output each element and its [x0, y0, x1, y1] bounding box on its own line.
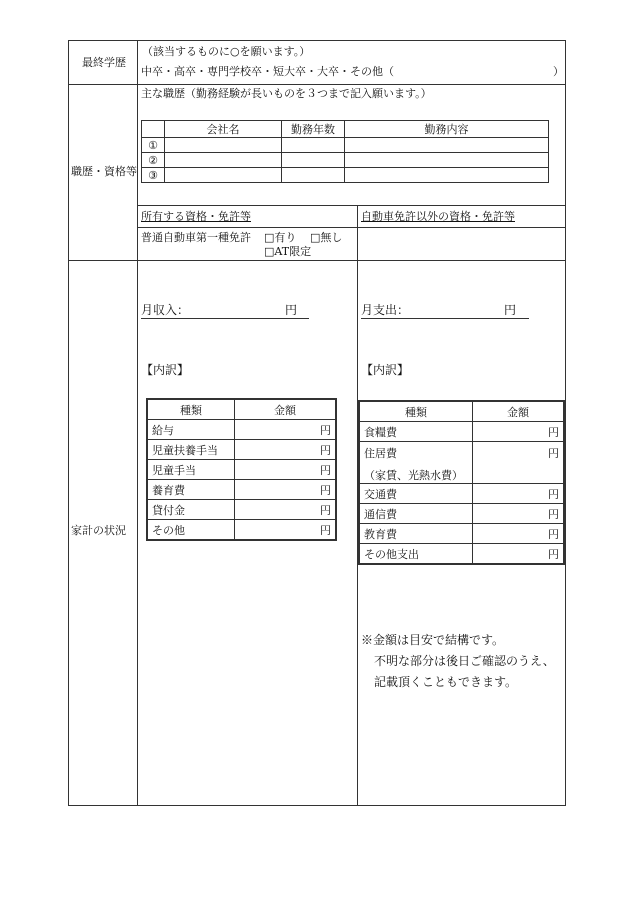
amount-field[interactable]: 円 [235, 440, 337, 460]
amount-field[interactable]: 円 [473, 504, 565, 524]
expense-item: 交通費 [359, 484, 473, 504]
amount-field[interactable]: 円 [235, 500, 337, 520]
table-row [147, 480, 336, 500]
duties-field[interactable] [345, 138, 549, 153]
table-row [147, 520, 336, 541]
label-column-divider [137, 40, 138, 806]
note-line-1: ※金額は目安で結構です。 [361, 633, 505, 647]
license-no-checkbox[interactable]: □無し [310, 231, 343, 244]
duties-field[interactable] [345, 153, 549, 168]
duties-field[interactable] [345, 168, 549, 183]
company-field[interactable] [165, 153, 282, 168]
frame-bottom [68, 805, 566, 806]
career-label: 職歴・資格等 [71, 165, 137, 178]
table-header-row [142, 121, 549, 138]
licenses-label: 所有する資格・免許等 [141, 210, 251, 223]
table-header-years: 勤務年数 [282, 121, 345, 138]
household-label: 家計の状況 [71, 524, 126, 537]
income-item: 給与 [147, 420, 235, 440]
education-options[interactable]: 中卒・高卒・専門学校卒・短大卒・大卒・その他（ [141, 65, 394, 78]
income-breakdown-label: 【内訳】 [141, 363, 190, 377]
years-field[interactable] [282, 153, 345, 168]
expense-col-type: 種類 [359, 401, 473, 422]
row-number: ③ [142, 168, 165, 183]
frame-left [68, 40, 69, 806]
income-header-row [147, 399, 336, 420]
table-row [147, 460, 336, 480]
table-row [142, 138, 549, 153]
expense-label: 月支出： [361, 303, 410, 317]
table-row [142, 153, 549, 168]
amount-field[interactable]: 円 [235, 460, 337, 480]
license-yes-checkbox[interactable]: □有り [264, 231, 297, 244]
amount-field[interactable]: 円 [473, 524, 565, 544]
table-row [359, 484, 564, 504]
housing-label: 住居費 [364, 447, 397, 460]
amount-field[interactable]: 円 [235, 480, 337, 500]
driver-license-label: 普通自動車第一種免許 [141, 231, 251, 244]
frame-top [68, 40, 566, 41]
table-header-company: 会社名 [165, 121, 282, 138]
income-col-amount: 金額 [235, 399, 337, 420]
amount-field[interactable]: 円 [473, 544, 565, 565]
table-row [359, 422, 564, 442]
row-divider-career [68, 260, 566, 261]
license-at-checkbox[interactable]: □AT限定 [264, 245, 312, 258]
table-row [147, 420, 336, 440]
table-header-cell [142, 121, 165, 138]
note-line-3: 記載頂くこともできます。 [374, 675, 518, 689]
career-main-note: 主な職歴（勤務経験が長いものを３つまで記入願います。） [141, 87, 432, 100]
row-divider-education [68, 84, 566, 85]
licenses-top-divider [137, 205, 566, 206]
years-field[interactable] [282, 168, 345, 183]
income-underline [141, 318, 309, 319]
table-row [147, 440, 336, 460]
other-licenses-label: 自動車免許以外の資格・免許等 [361, 210, 515, 223]
expense-item: その他支出 [359, 544, 473, 565]
amount-field[interactable]: 円 [235, 420, 337, 440]
expense-yen: 円 [504, 303, 517, 317]
row-number: ② [142, 153, 165, 168]
years-field[interactable] [282, 138, 345, 153]
expense-item [359, 442, 473, 484]
income-item: 貸付金 [147, 500, 235, 520]
income-item: 児童手当 [147, 460, 235, 480]
licenses-mid-divider [137, 227, 566, 228]
education-label: 最終学歴 [82, 56, 126, 69]
expense-item: 教育費 [359, 524, 473, 544]
table-row [142, 168, 549, 183]
income-table [146, 398, 337, 541]
amount-field[interactable]: 円 [473, 442, 565, 484]
amount-field[interactable]: 円 [235, 520, 337, 541]
table-row [359, 442, 564, 484]
frame-right [565, 40, 566, 806]
note-line-2: 不明な部分は後日ご確認のうえ、 [374, 654, 555, 668]
amount-field[interactable]: 円 [473, 422, 565, 442]
income-item: その他 [147, 520, 235, 541]
expense-item: 食糧費 [359, 422, 473, 442]
table-row [359, 544, 564, 565]
housing-sub-label: （家賃、光熱水費） [364, 469, 463, 482]
expense-breakdown-label: 【内訳】 [361, 363, 410, 377]
company-field[interactable] [165, 138, 282, 153]
income-label: 月収入： [141, 303, 190, 317]
income-item: 児童扶養手当 [147, 440, 235, 460]
expense-col-amount: 金額 [473, 401, 565, 422]
work-history-table [141, 120, 549, 183]
expense-header-row [359, 401, 564, 422]
company-field[interactable] [165, 168, 282, 183]
amount-field[interactable]: 円 [473, 484, 565, 504]
expense-item: 通信費 [359, 504, 473, 524]
income-yen: 円 [285, 303, 298, 317]
licenses-vertical-divider [357, 205, 358, 261]
table-row [147, 500, 336, 520]
expense-underline [361, 318, 529, 319]
table-row [359, 524, 564, 544]
education-close-paren: ） [553, 65, 564, 78]
income-col-type: 種類 [147, 399, 235, 420]
row-number: ① [142, 138, 165, 153]
income-item: 養育費 [147, 480, 235, 500]
table-header-duties: 勤務内容 [345, 121, 549, 138]
table-row [359, 504, 564, 524]
education-note: （該当するものに○を願います。） [142, 45, 311, 58]
expense-table [358, 400, 565, 565]
